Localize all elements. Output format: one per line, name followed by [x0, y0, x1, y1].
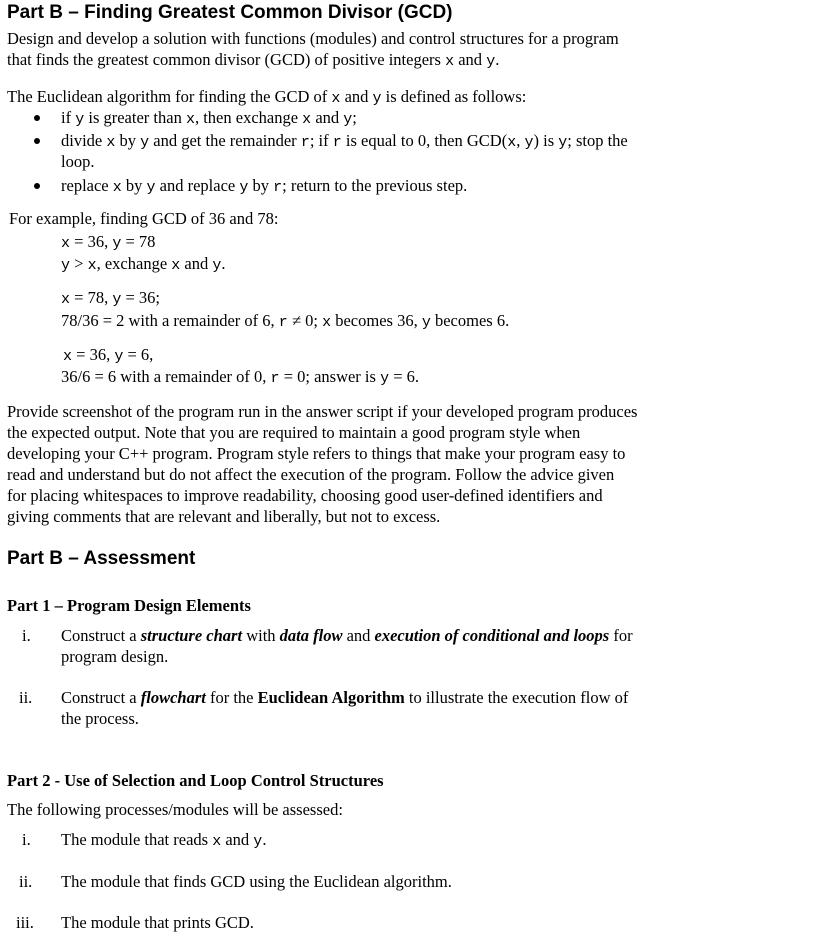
- part1-item-ii-num: ii.: [19, 688, 33, 707]
- part1-title: Part 1 – Program Design Elements: [7, 596, 251, 615]
- example-line-6: 36/6 = 6 with a remainder of 0, r = 0; answer is y = 6.: [61, 367, 420, 387]
- part2-title: Part 2 - Use of Selection and Loop Control Structures: [7, 771, 384, 790]
- euclid-step-2-cont: loop.: [61, 152, 95, 171]
- example-line-2: y > x, exchange x and y.: [61, 254, 226, 274]
- assessment-title: Part B – Assessment: [7, 548, 196, 569]
- bullet-1: [34, 115, 40, 121]
- part2-item-ii: The module that finds GCD using the Euclidean algorithm.: [61, 872, 452, 891]
- part2-item-iii: The module that prints GCD.: [61, 913, 254, 932]
- part2-item-ii-num: ii.: [19, 872, 33, 891]
- euclid-step-2: divide x by y and get the remainder r; if r is equal to 0, then GCD(x, y) is y; stop the: [61, 131, 628, 151]
- euclid-step-3: replace x by y and replace y by r; return to the previous step.: [61, 176, 468, 196]
- example-line-5: x = 36, y = 6,: [63, 345, 154, 365]
- bullet-3: [34, 183, 40, 189]
- part1-item-i-num: i.: [22, 626, 31, 645]
- example-line-3: x = 78, y = 36;: [61, 288, 160, 308]
- euclid-heading: The Euclidean algorithm for finding the GCD of x and y is defined as follows:: [7, 87, 527, 107]
- part1-item-ii-cont: the process.: [61, 709, 139, 728]
- euclid-step-1: if y is greater than x, then exchange x and y;: [61, 108, 357, 128]
- part1-item-i-cont: program design.: [61, 647, 169, 666]
- part2-item-i-num: i.: [22, 830, 31, 849]
- provide-line-5: for placing whitespaces to improve readability, choosing good user-defined identifiers and: [7, 486, 603, 505]
- bullet-2: [34, 138, 40, 144]
- part2-subtitle: The following processes/modules will be assessed:: [7, 800, 343, 819]
- provide-line-2: the expected output. Note that you are required to maintain a good program style when: [7, 423, 581, 442]
- provide-line-3: developing your C++ program. Program style refers to things that make your program easy to: [7, 444, 626, 463]
- intro-line-2: that finds the greatest common divisor (GCD) of positive integers x and y.: [7, 50, 500, 70]
- provide-line-4: read and understand but do not affect the execution of the program. Follow the advice given: [7, 465, 615, 484]
- provide-line-1: Provide screenshot of the program run in the answer script if your developed program produces: [7, 402, 638, 421]
- intro-line-1: Design and develop a solution with functions (modules) and control structures for a program: [7, 29, 619, 48]
- provide-line-6: giving comments that are relevant and liberally, but not to excess.: [7, 507, 441, 526]
- part1-item-i: Construct a structure chart with data flow and execution of conditional and loops for: [61, 626, 633, 645]
- part2-item-iii-num: iii.: [16, 913, 34, 932]
- part-b-title: Part B – Finding Greatest Common Divisor (GCD): [7, 2, 453, 23]
- part2-item-i: The module that reads x and y.: [61, 830, 267, 850]
- example-line-1: x = 36, y = 78: [61, 232, 156, 252]
- part1-item-ii: Construct a flowchart for the Euclidean Algorithm to illustrate the execution flow of: [61, 688, 629, 707]
- example-heading: For example, finding GCD of 36 and 78:: [9, 209, 279, 228]
- example-line-4: 78/36 = 2 with a remainder of 6, r ≠ 0; x becomes 36, y becomes 6.: [61, 311, 510, 331]
